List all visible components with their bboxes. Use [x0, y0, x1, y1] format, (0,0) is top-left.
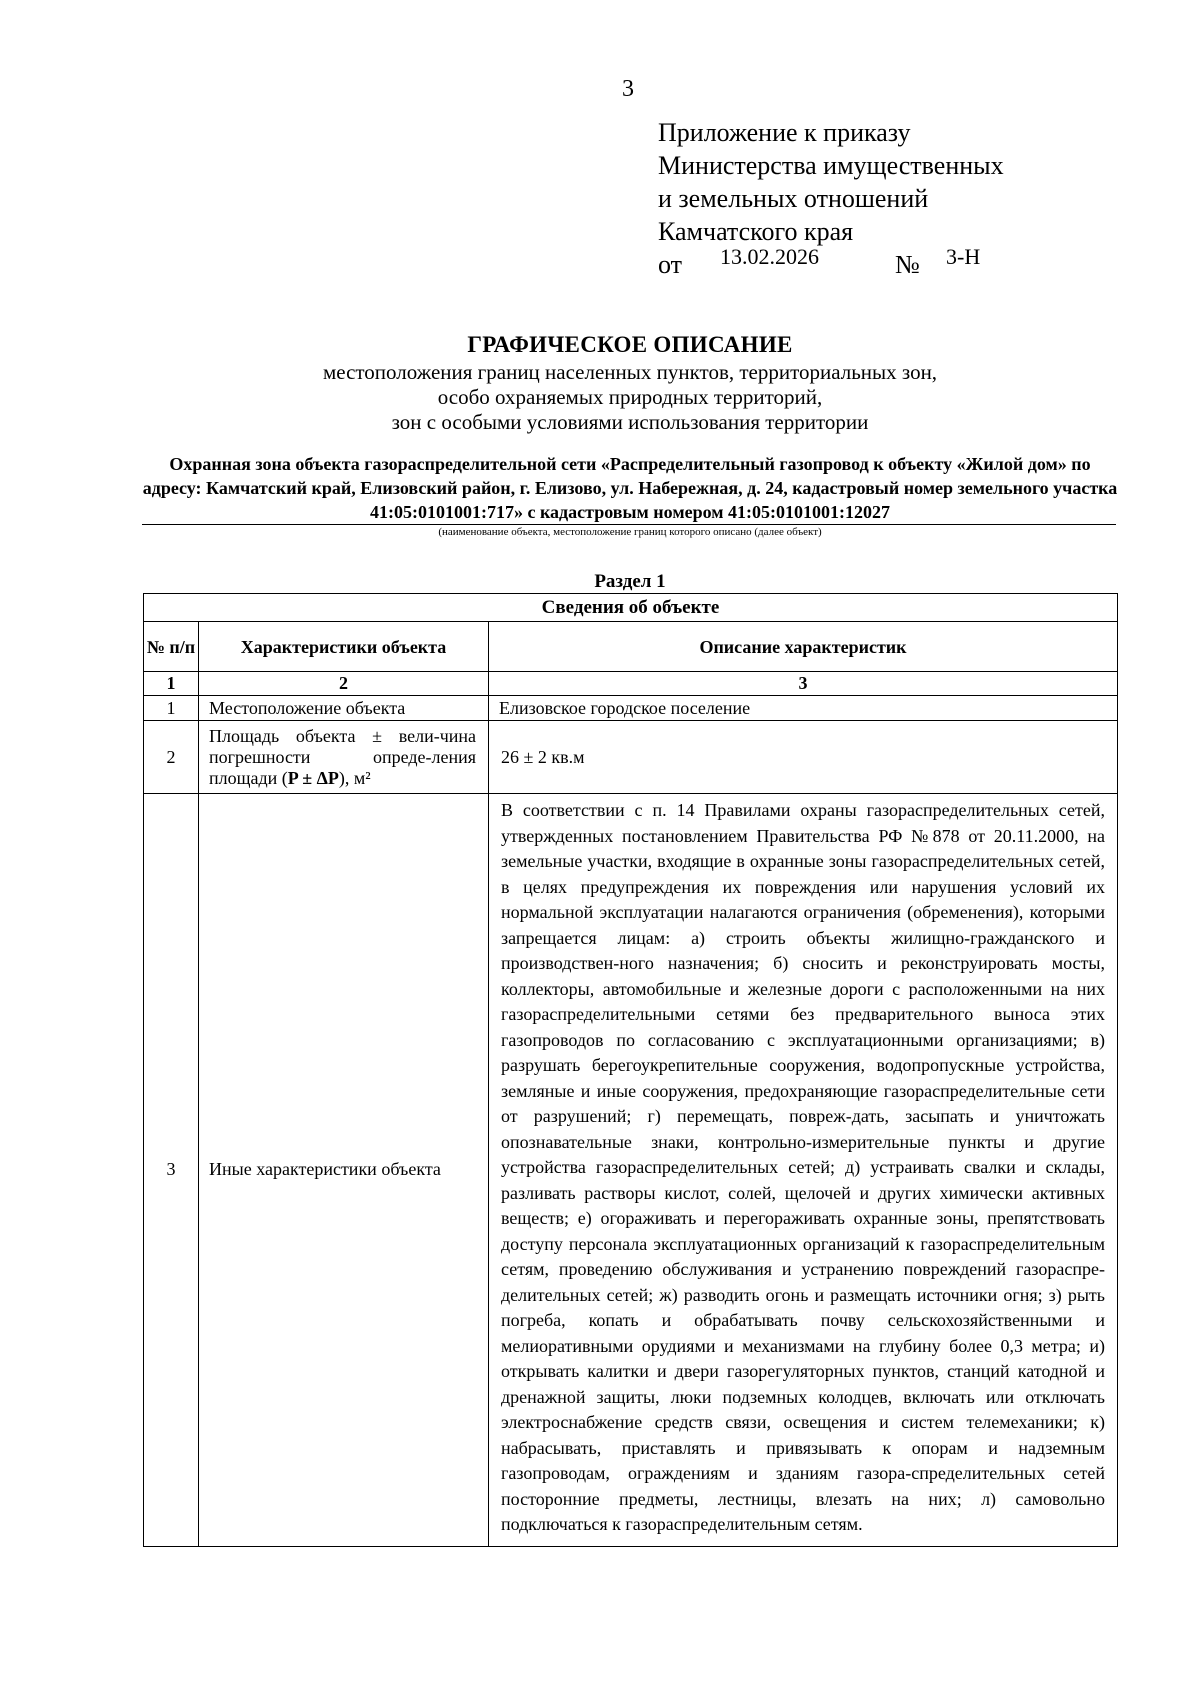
- header-characteristic: Характеристики объекта: [199, 622, 489, 672]
- row-description: 26 ± 2 кв.м: [489, 721, 1118, 794]
- object-name: Охранная зона объекта газораспределительной сети «Распределительный газопровод к объекту «Жилой дом» по адресу: Камчатский край, Елизовский район, г. Елизово, ул. Набережная, д. 24, кадастровый номер земельного участка 41:05:0101001:717» с кадастровым номером 41:05:0101001:12027: [142, 454, 1118, 522]
- appendix-line: и земельных отношений: [658, 184, 929, 213]
- appendix-line: Министерства имущественных: [658, 151, 1004, 180]
- row-number: 3: [144, 794, 199, 1547]
- row-description: Елизовское городское поселение: [489, 696, 1118, 721]
- column-index: 2: [199, 672, 489, 696]
- row-description: В соответствии с п. 14 Правилами охраны газораспределительных сетей, утвержденных постановлением Правительства РФ №878 от 20.11.2000, на земельные участки, входящие в охранные зоны газораспределительных сетей, в целях предупреждения их повреждения или нарушения условий их нормальной эксплуатации налагаются ограничения (обременения), которыми запрещается лицам: а) строить объекты жилищно-гражданского и производствен-ного назначения; б) сносить и реконструировать мосты, коллекторы, автомобильные и железные дороги с расположенными на них газораспределительными сетями без предварительного выноса этих газопроводов по согласованию с эксплуатационными организациями; в) разрушать берегоукрепительные сооружения, водопропускные устройства, земляные и иные сооружения, предохраняющие газораспределительные сети от разрушений; г) перемещать, повреж-дать, засыпать и уничтожать опознавательные знаки, контрольно-измерительные пункты и другие устройства газораспределительных сетей; д) устраивать свалки и склады, разливать растворы кислот, солей, щелочей и других химически активных веществ; е) огораживать и перегораживать охранные зоны, препятствовать доступу персонала эксплуатационных организаций к газораспределительным сетям, проведению обслуживания и устранению повреждений газораспре-делительных сетей; ж) разводить огонь и размещать источники огня; з) рыть погреба, копать и обрабатывать почву сельскохозяйственными и мелиоративными орудиями и механизмами на глубину более 0,3 метра; и) открывать калитки и двери газорегуляторных пунктов, станций катодной и дренажной защиты, люки подземных колодцев, включать или отключать электроснабжение средств связи, освещения и систем телемеханики; к) набрасывать, приставлять и привязывать к опорам и надземным газопроводам, ограждениям и зданиям газора-спределительных сетей посторонние предметы, лестницы, влезать на них; л) самовольно подключаться к газораспределительным сетям.: [489, 794, 1118, 1547]
- object-name-underline: [142, 524, 1116, 525]
- order-from-label: от: [658, 250, 683, 279]
- header-num: № п/п: [144, 622, 199, 672]
- row-characteristic: [199, 721, 489, 794]
- table-row: [144, 794, 1118, 1547]
- order-date: 13.02.2026: [720, 244, 819, 269]
- row-characteristic: Местоположение объекта: [199, 696, 489, 721]
- table-row: [144, 696, 1118, 721]
- area-label: Площадь объекта ± вели-чина погрешности опреде-ления площади (: [209, 725, 476, 788]
- row-characteristic: Иные характеристики объекта: [199, 794, 489, 1547]
- order-number-sign: №: [895, 250, 920, 279]
- table-row: [144, 721, 1118, 794]
- appendix-header: [658, 116, 1004, 248]
- order-number: 3-Н: [946, 244, 981, 269]
- area-unit: ), м²: [338, 767, 371, 788]
- table-caption-row: [144, 594, 1118, 622]
- appendix-line: Приложение к приказу: [658, 118, 911, 147]
- page-number: 3: [622, 76, 634, 102]
- column-index: 3: [489, 672, 1118, 696]
- row-number: 2: [144, 721, 199, 794]
- object-name-caption: (наименование объекта, местоположение границ которого описано (далее объект): [438, 526, 822, 538]
- appendix-line: Камчатского края: [658, 217, 854, 246]
- object-info-table: [143, 593, 1118, 1547]
- subtitle-line: зон с особыми условиями использования территории: [391, 410, 869, 434]
- subtitle-line: местоположения границ населенных пунктов, территориальных зон,: [322, 360, 938, 384]
- column-index: 1: [144, 672, 199, 696]
- document-title: ГРАФИЧЕСКОЕ ОПИСАНИЕ: [467, 332, 793, 357]
- area-formula: P ± ΔP: [287, 767, 339, 788]
- order-details: [658, 246, 1058, 280]
- table-header-row: [144, 622, 1118, 672]
- row-number: 1: [144, 696, 199, 721]
- section-title: Раздел 1: [594, 571, 666, 592]
- subtitle-line: особо охраняемых природных территорий,: [437, 385, 823, 409]
- header-description: Описание характеристик: [489, 622, 1118, 672]
- column-index-row: [144, 672, 1118, 696]
- document-subtitle: [0, 360, 1200, 435]
- table-caption: Сведения об объекте: [144, 594, 1118, 622]
